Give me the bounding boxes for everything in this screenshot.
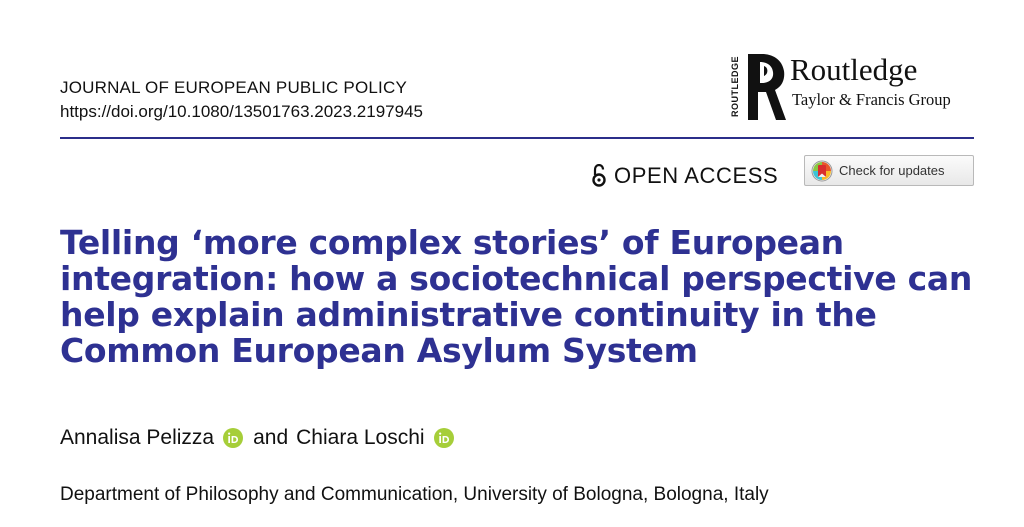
publisher-name: Routledge <box>790 52 918 87</box>
affiliation: Department of Philosophy and Communication, University of Bologna, Bologna, Italy <box>60 484 769 505</box>
journal-title: JOURNAL OF EUROPEAN PUBLIC POLICY <box>60 78 407 97</box>
author-conjunction: and <box>253 426 289 449</box>
doi-link[interactable]: https://doi.org/10.1080/13501763.2023.2197945 <box>60 102 423 121</box>
routledge-mark-icon <box>744 52 786 122</box>
publisher-logo <box>730 50 990 124</box>
crossmark-icon <box>811 160 833 182</box>
orcid-icon[interactable] <box>434 428 454 448</box>
author-name[interactable]: Annalisa Pelizza <box>60 426 215 449</box>
header-rule <box>60 137 974 139</box>
article-title: Telling ‘more complex stories’ of European integration: how a sociotechnical perspective can help explain administrative continuity in the Common European Asylum System <box>60 223 973 370</box>
publisher-vertical-text: ROUTLEDGE <box>730 56 740 118</box>
orcid-icon[interactable] <box>223 428 243 448</box>
check-for-updates-label: Check for updates <box>839 163 945 178</box>
check-for-updates-button[interactable] <box>804 155 974 186</box>
open-lock-icon <box>592 164 606 188</box>
author-name[interactable]: Chiara Loschi <box>296 426 425 449</box>
open-access-badge <box>592 163 778 189</box>
open-access-label: OPEN ACCESS <box>614 163 779 188</box>
publisher-group: Taylor & Francis Group <box>792 90 951 109</box>
author-line <box>60 426 464 450</box>
